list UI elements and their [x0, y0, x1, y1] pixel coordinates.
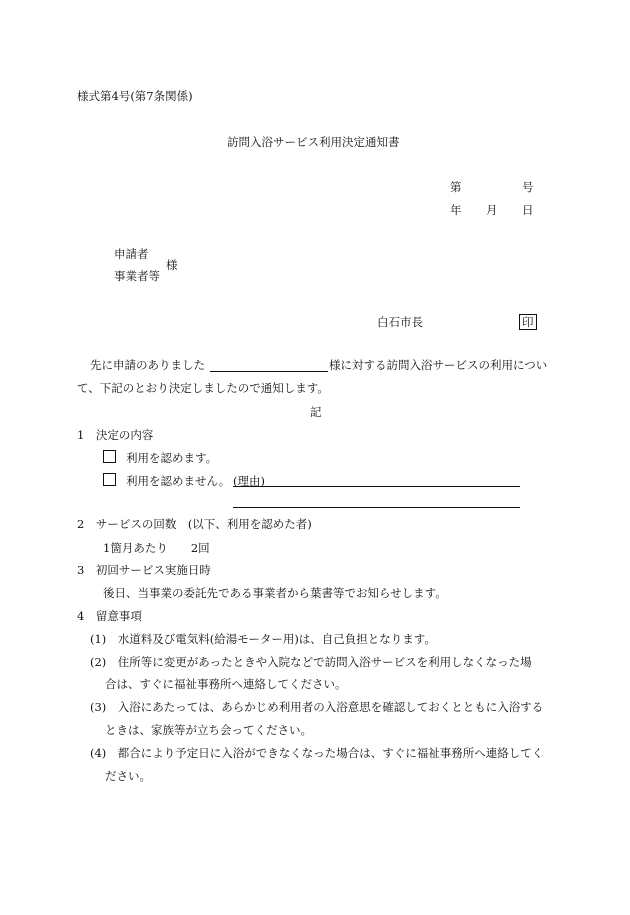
number-prefix: 第 — [450, 180, 462, 194]
seal-mark: 印 — [519, 314, 537, 330]
section4-heading: 4 留意事項 — [77, 609, 142, 623]
note-item-3b: ときは、家族等が立ち会ってください。 — [105, 723, 312, 737]
number-suffix: 号 — [522, 180, 534, 194]
recipient-applicant: 申請者 — [114, 247, 149, 261]
option-reject — [103, 473, 230, 489]
applicant-name-blank — [210, 371, 328, 372]
issuer-name: 白石市長 — [377, 315, 423, 329]
section2-heading: 2 サービスの回数 (以下、利用を認めた者) — [77, 517, 312, 531]
document-title: 訪問入浴サービス利用決定通知書 — [227, 135, 400, 149]
option-approve-label: 利用を認めます。 — [126, 451, 218, 465]
intro-part1: 先に申請のありました — [90, 358, 205, 372]
intro-line2: て、下記のとおり決定しましたので通知します。 — [77, 381, 329, 395]
recipient-honorific: 様 — [166, 258, 178, 272]
note-item-2a: (2) 住所等に変更があったときや入院などで訪問入浴サービスを利用しなくなった場 — [90, 655, 532, 669]
form-label: 様式第4号(第7条関係) — [77, 89, 193, 103]
ki-mark: 記 — [310, 405, 322, 419]
note-item-4b: ださい。 — [105, 769, 151, 783]
reason-line-2 — [233, 507, 520, 508]
recipient-business: 事業者等 — [114, 269, 160, 283]
note-item-3a: (3) 入浴にあたっては、あらかじめ利用者の入浴意思を確認しておくとともに入浴する — [90, 700, 544, 714]
section3-detail: 後日、当事業の委託先である事業者から葉書等でお知らせします。 — [103, 586, 447, 600]
section1-heading: 1 決定の内容 — [77, 428, 154, 442]
reason-line-1 — [233, 486, 520, 487]
intro-part2: 様に対する訪問入浴サービスの利用につい — [329, 358, 548, 372]
reason-label: (理由) — [233, 474, 265, 488]
option-approve — [103, 450, 217, 466]
date-year: 年 — [450, 203, 462, 217]
note-item-1: (1) 水道料及び電気料(給湯モーター用)は、自己負担となります。 — [90, 632, 436, 646]
note-item-4a: (4) 都合により予定日に入浴ができなくなった場合は、すぐに福祉事務所へ連絡してく — [90, 746, 544, 760]
date-month: 月 — [486, 203, 498, 217]
approve-checkbox[interactable] — [103, 450, 116, 463]
date-day: 日 — [522, 203, 534, 217]
note-item-2b: 合は、すぐに福祉事務所へ連絡してください。 — [105, 677, 347, 691]
reject-checkbox[interactable] — [103, 473, 116, 486]
option-reject-label: 利用を認めません。 — [126, 474, 231, 488]
section3-heading: 3 初回サービス実施日時 — [77, 563, 211, 577]
section2-detail: 1箇月あたり 2回 — [103, 541, 210, 555]
